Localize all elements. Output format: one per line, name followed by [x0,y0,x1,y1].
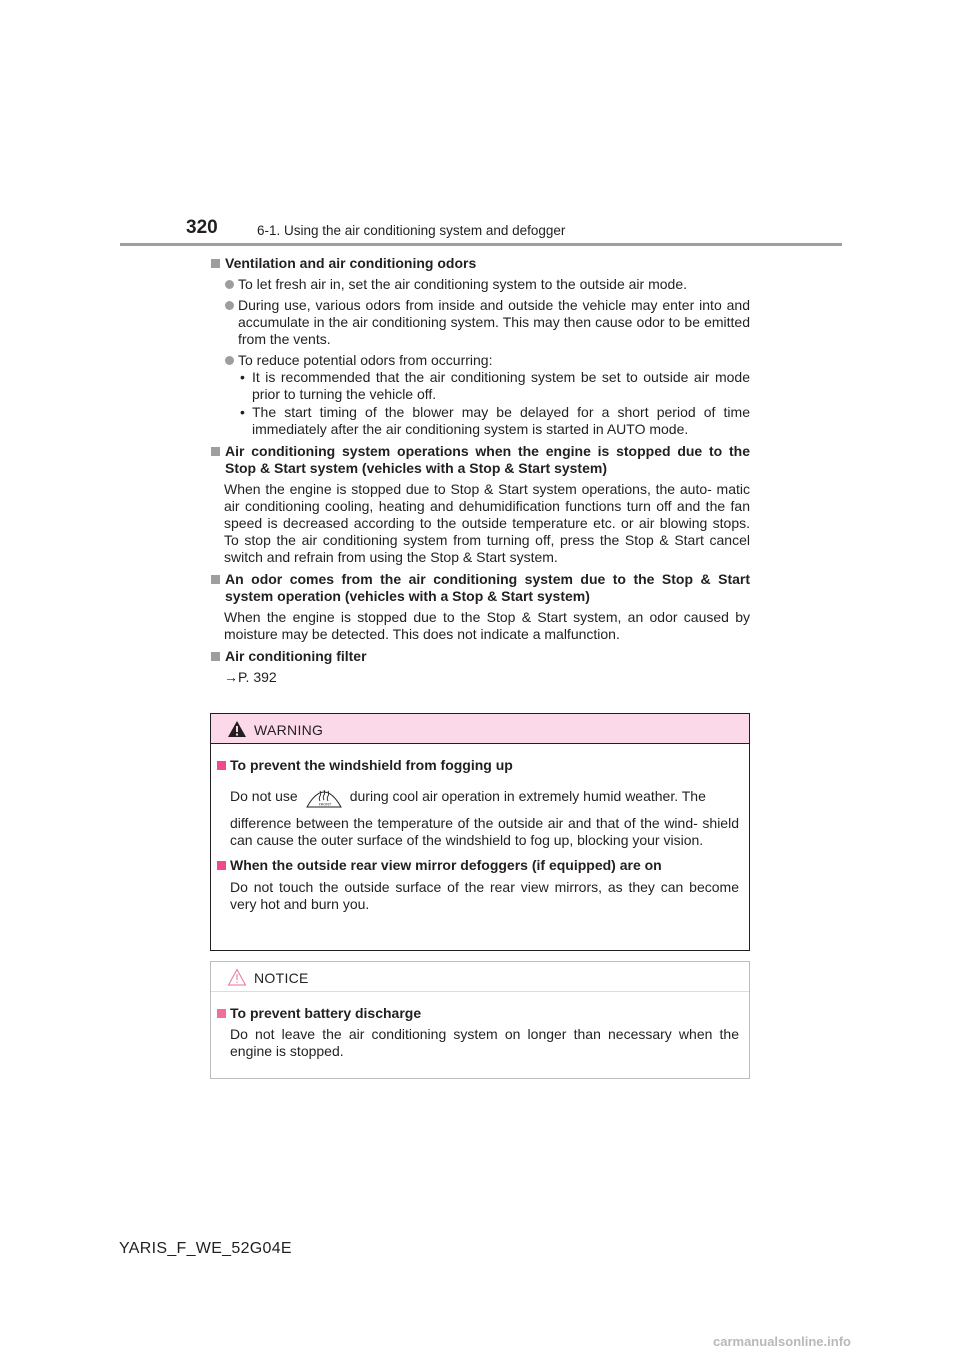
warning-mirror-text: Do not touch the outside surface of the rear view mirrors, as they can become very hot and burn you. [230,879,739,912]
heading-ventilation: Ventilation and air conditioning odors [210,255,750,272]
footer-code: YARIS_F_WE_52G04E [119,1240,292,1257]
section-title: 6-1. Using the air conditioning system and defogger [257,223,566,238]
bullet-fresh-air: To let fresh air in, set the air conditioning system to the outside air mode. [210,276,750,293]
page-number: 320 [186,217,218,238]
warning-box [210,713,750,951]
notice-battery-text: Do not leave the air conditioning system on longer than necessary when the engine is stopped. [230,1026,739,1059]
notice-body [211,992,749,1060]
bullet-reduce-odors: To reduce potential odors from occurring: [210,352,750,369]
notice-title: NOTICE [254,970,309,986]
heading-stop-start: Air conditioning system operations when the engine is stopped due to the Stop & Start system (vehicles with a Stop & Start system) [210,443,750,477]
bullet-odors: During use, various odors from inside and outside the vehicle may enter into and accumulate in the air conditioning system. This may then cause odor to be emitted from the vents. [210,297,750,348]
notice-triangle-icon [227,968,247,986]
warning-text-after-icon: during cool air operation in extremely humid weather. The [349,787,706,804]
heading-odor: An odor comes from the air conditioning system due to the Stop & Start system operation (vehicles with a Stop & Start system) [210,571,750,605]
stop-start-body: When the engine is stopped due to Stop & Start system operations, the auto- matic air conditioning cooling, heating and dehumidification functions turn off and the fan speed is decreased according to the outside temperature etc. or air blowing stops. To stop the air conditioning system from turning off, press the Stop & Start cancel switch and refrain from using the Stop & Start system. [224,481,750,565]
warning-header [211,714,749,744]
heading-filter: Air conditioning filter [210,648,750,665]
front-defogger-icon-label: FRONT [318,802,331,807]
notice-box [210,961,750,1079]
odor-body: When the engine is stopped due to the Stop & Start system, an odor caused by moisture may be detected. This does not indicate a malfunction. [224,609,750,642]
warning-fogging-text: difference between the temperature of the outside air and that of the wind- shield can cause the outer surface of the windshield to fog up, blocking your vision. [230,815,739,848]
header-rule [120,243,842,246]
main-content [210,255,750,686]
filter-page-link[interactable]: →P. 392 [224,669,277,685]
watermark: carmanualsonline.info [713,1334,851,1349]
sub-bullet-blower-timing: • The start timing of the blower may be delayed for a short period of time immediately after the air conditioning system is started in AUTO mode. [210,404,750,438]
warning-title: WARNING [254,722,324,738]
notice-heading-battery: To prevent battery discharge [216,1005,739,1022]
sub-bullet-outside-air: • It is recommended that the air conditioning system be set to outside air mode prior to turning the vehicle off. [210,369,750,403]
warning-body [211,744,749,913]
warning-heading-fogging: To prevent the windshield from fogging up [216,757,739,774]
front-defogger-icon [305,783,343,809]
warning-defog-line [216,783,739,809]
warning-triangle-icon [227,720,247,738]
warning-text-before-icon: Do not use [230,787,298,804]
page-header [120,214,842,248]
notice-header [211,962,749,992]
warning-heading-mirror: When the outside rear view mirror defoggers (if equipped) are on [216,857,739,874]
